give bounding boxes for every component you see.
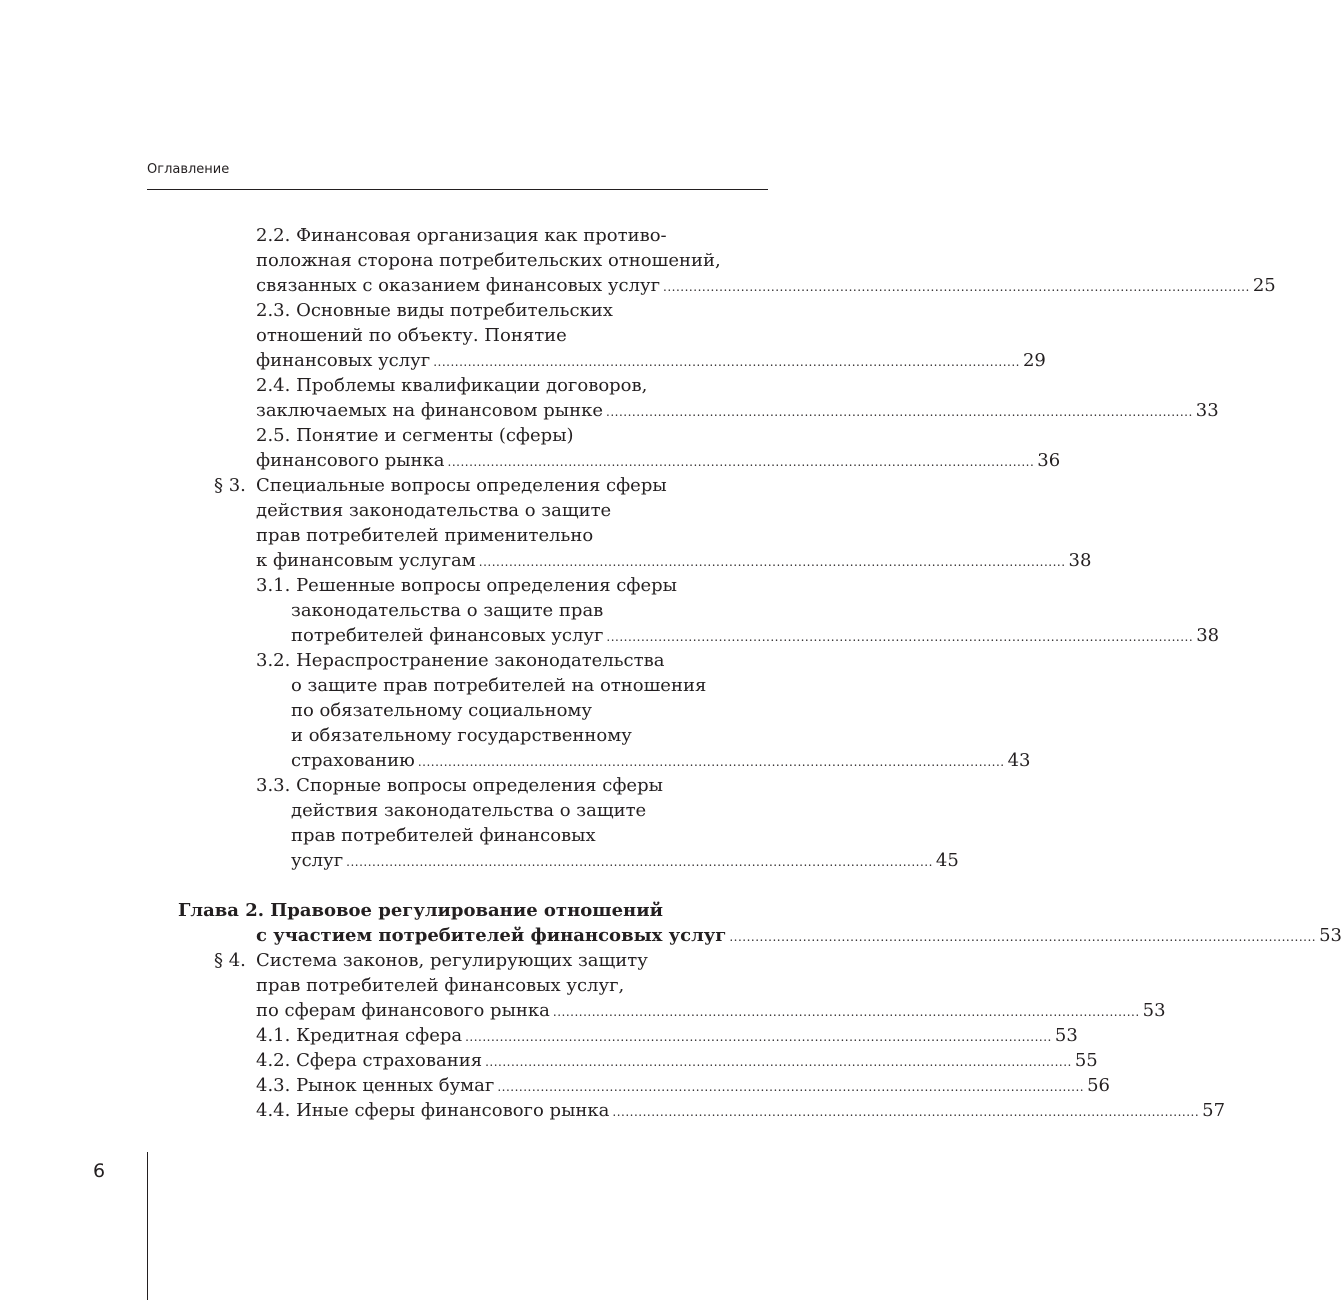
toc-line: 4.1. Кредитная сфера xyxy=(256,1025,463,1046)
page-ref: 33 xyxy=(1195,400,1219,421)
toc-line: 4.4. Иные сферы финансового рынка xyxy=(256,1100,610,1121)
dot-leader: ........................................................................................................................................ xyxy=(447,455,1035,469)
toc-entry-3-2[interactable] xyxy=(291,748,1031,773)
toc-line: заключаемых на финансовом рынке xyxy=(256,400,604,421)
toc-entry-3-3[interactable] xyxy=(291,848,959,873)
toc-entry-4-4[interactable] xyxy=(256,1098,1226,1123)
toc-entry-2-4[interactable] xyxy=(256,398,1219,423)
toc-line: 3.1. Решенные вопросы определения сферы xyxy=(256,575,677,596)
page-ref: 53 xyxy=(1142,1000,1166,1021)
toc-entry-4-2[interactable] xyxy=(256,1048,1098,1073)
toc-line: прав потребителей применительно xyxy=(256,525,594,546)
toc-line: прав потребителей финансовых услуг, xyxy=(256,975,625,996)
page-ref: 56 xyxy=(1087,1075,1110,1096)
toc-line: 3.2. Нераспространение законодательства xyxy=(256,650,665,671)
page-ref: 57 xyxy=(1202,1100,1226,1121)
header-rule xyxy=(147,189,768,190)
dot-leader: ........................................................................................................................................ xyxy=(612,1105,1200,1119)
toc-entry-section-3[interactable] xyxy=(256,548,1092,573)
page-ref: 29 xyxy=(1022,350,1046,371)
page-ref: 55 xyxy=(1074,1050,1098,1071)
running-header: Оглавление xyxy=(147,162,230,177)
toc-entry-2-3[interactable] xyxy=(256,348,1046,373)
toc-line: Специальные вопросы определения сферы xyxy=(256,475,667,496)
toc-entry-section-4[interactable] xyxy=(256,998,1166,1023)
toc-entry-3-1[interactable] xyxy=(291,623,1220,648)
toc-line: потребителей финансовых услуг xyxy=(291,625,604,646)
dot-leader: ........................................................................................................................................ xyxy=(465,1030,1052,1044)
toc-line: 2.3. Основные виды потребительских xyxy=(256,300,613,321)
page-ref: 53 xyxy=(1319,925,1342,946)
toc-line: 4.2. Сфера страхования xyxy=(256,1050,483,1071)
page-number-rule xyxy=(147,1152,148,1300)
toc-line: услуг xyxy=(291,850,344,871)
dot-leader: ........................................................................................................................................ xyxy=(497,1080,1085,1094)
page-ref: 38 xyxy=(1068,550,1092,571)
dot-leader: ........................................................................................................................................ xyxy=(478,555,1066,569)
section-mark: § 4. xyxy=(214,950,246,971)
toc-line: 2.4. Проблемы квалификации договоров, xyxy=(256,375,648,396)
page-ref: 43 xyxy=(1007,750,1031,771)
page-number: 6 xyxy=(93,1160,106,1182)
dot-leader: ........................................................................................................................................ xyxy=(417,755,1005,769)
toc-line: 3.3. Спорные вопросы определения сферы xyxy=(256,775,663,796)
toc-line: финансового рынка xyxy=(256,450,445,471)
toc-line: Система законов, регулирующих защиту xyxy=(256,950,648,971)
toc-line: действия законодательства о защите xyxy=(291,800,647,821)
dot-leader: ........................................................................................................................................ xyxy=(433,355,1020,369)
toc-line: по сферам финансового рынка xyxy=(256,1000,550,1021)
page-ref: 38 xyxy=(1196,625,1220,646)
page-ref: 45 xyxy=(935,850,959,871)
toc-line: страхованию xyxy=(291,750,415,771)
chapter-title: с участием потребителей финансовых услуг xyxy=(256,925,727,946)
dot-leader: ........................................................................................................................................ xyxy=(606,630,1194,644)
toc-line: положная сторона потребительских отношений, xyxy=(256,250,721,271)
toc-line: прав потребителей финансовых xyxy=(291,825,596,846)
toc-entry-2-2[interactable] xyxy=(256,273,1276,298)
toc-line: законодательства о защите прав xyxy=(291,600,604,621)
toc-line: 4.3. Рынок ценных бумаг xyxy=(256,1075,495,1096)
toc-line: действия законодательства о защите xyxy=(256,500,612,521)
toc-line: по обязательному социальному xyxy=(291,700,593,721)
toc-line: финансовых услуг xyxy=(256,350,431,371)
toc-line: и обязательному государственному xyxy=(291,725,632,746)
toc-entry-2-5[interactable] xyxy=(256,448,1061,473)
dot-leader: ........................................................................................................................................ xyxy=(663,280,1250,294)
toc-line: связанных с оказанием финансовых услуг xyxy=(256,275,661,296)
dot-leader: ........................................................................................................................................ xyxy=(346,855,933,869)
toc-entry-chapter-2[interactable] xyxy=(256,923,1342,948)
dot-leader: ........................................................................................................................................ xyxy=(729,930,1317,944)
toc-line: отношений по объекту. Понятие xyxy=(256,325,567,346)
toc-line: к финансовым услугам xyxy=(256,550,476,571)
page-ref: 36 xyxy=(1037,450,1061,471)
toc-line: 2.5. Понятие и сегменты (сферы) xyxy=(256,425,574,446)
page-ref: 53 xyxy=(1054,1025,1078,1046)
toc-entry-4-3[interactable] xyxy=(256,1073,1110,1098)
toc-line: 2.2. Финансовая организация как противо- xyxy=(256,225,667,246)
dot-leader: ........................................................................................................................................ xyxy=(552,1005,1140,1019)
toc-entry-4-1[interactable] xyxy=(256,1023,1078,1048)
section-mark: § 3. xyxy=(214,475,246,496)
dot-leader: ........................................................................................................................................ xyxy=(606,405,1193,419)
page-ref: 25 xyxy=(1252,275,1276,296)
chapter-title: Глава 2. Правовое регулирование отношений xyxy=(178,900,663,921)
dot-leader: ........................................................................................................................................ xyxy=(485,1055,1072,1069)
toc-line: о защите прав потребителей на отношения xyxy=(291,675,707,696)
